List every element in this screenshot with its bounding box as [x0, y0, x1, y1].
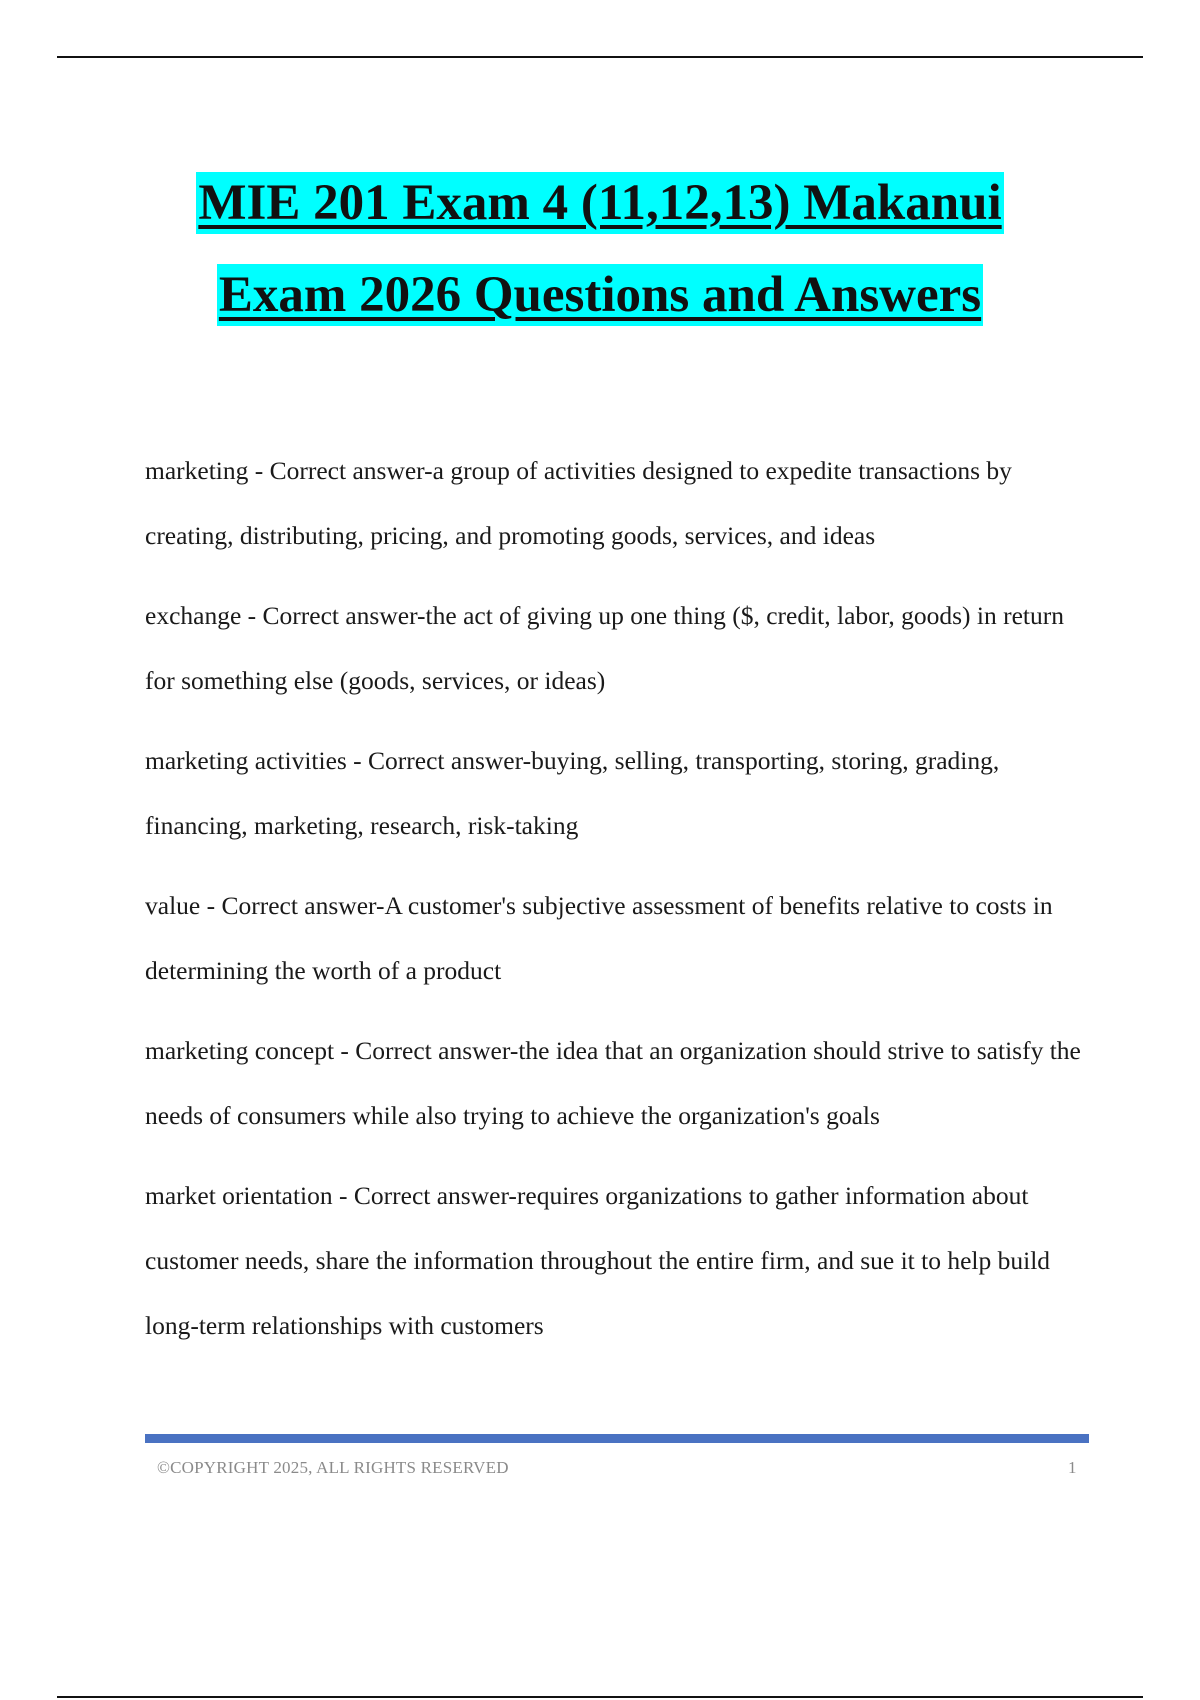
footer-copyright: ©COPYRIGHT 2025, ALL RIGHTS RESERVED	[157, 1458, 509, 1477]
title-line-2: Exam 2026 Questions and Answers	[217, 264, 983, 326]
footer-bar	[145, 1434, 1089, 1443]
qa-entry-marketing: marketing - Correct answer-a group of activities designed to expedite transactions by creating, distributing, pricing, and promoting goods, services, and ideas	[145, 456, 1012, 550]
qa-entry-market-orientation: market orientation - Correct answer-requires organizations to gather information about customer needs, share the information throughout the entire firm, and sue it to help build long-term relationships with customers	[145, 1181, 1051, 1340]
bottom-rule	[57, 1696, 1143, 1698]
qa-entry-marketing-activities: marketing activities - Correct answer-buying, selling, transporting, storing, grading, financing, marketing, research, risk-taking	[145, 746, 1000, 840]
top-rule	[57, 56, 1143, 58]
title-line-1: MIE 201 Exam 4 (11,12,13) Makanui	[196, 172, 1003, 234]
qa-entry-marketing-concept: marketing concept - Correct answer-the idea that an organization should strive to satisfy the needs of consumers while also trying to achieve the organization's goals	[145, 1036, 1081, 1130]
qa-entry-exchange: exchange - Correct answer-the act of giving up one thing ($, credit, labor, goods) in return for something else (goods, services, or ideas)	[145, 601, 1064, 695]
qa-entry-value: value - Correct answer-A customer's subjective assessment of benefits relative to costs in determining the worth of a product	[145, 891, 1053, 985]
document-title	[0, 172, 1200, 356]
qa-list	[145, 438, 1095, 1373]
page-number: 1	[1068, 1458, 1077, 1477]
